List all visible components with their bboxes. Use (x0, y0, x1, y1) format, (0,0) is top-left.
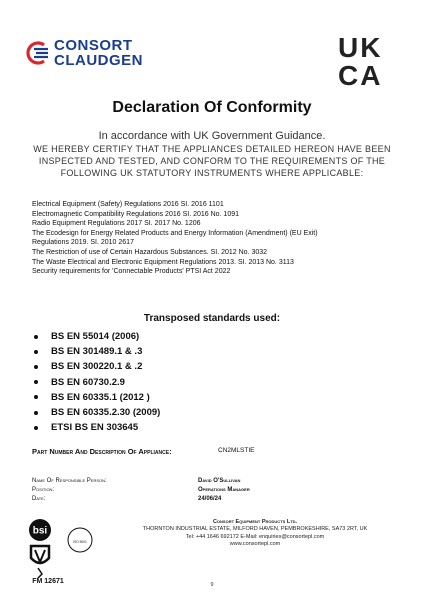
regulation-item: Regulations 2019. SI. 2010 2617 (32, 239, 134, 247)
ukca-line1: UK (338, 32, 383, 63)
standard-item (34, 329, 334, 344)
bullet-icon (34, 411, 38, 415)
ukca-line2: CA (338, 60, 383, 91)
intro-statement (30, 129, 394, 179)
responsible-position-value: Operations Manager (198, 487, 250, 493)
responsible-position-label: Position: (32, 487, 55, 493)
regulation-item: Electromagnetic Compatibility Regulations 2016 SI. 2016 No. 1091 (32, 210, 240, 218)
consort-logo-icon (24, 40, 50, 66)
standard-item (34, 375, 334, 390)
iso-mark-text: ISO 9001 (73, 540, 87, 544)
intro-line3: INSPECTED AND TESTED, AND CONFORM TO THE REQUIREMENTS OF THE (38, 156, 386, 166)
bsi-text: bsi (32, 525, 48, 537)
bullet-icon (34, 335, 38, 339)
appliance-label: Part Number And Description Of Appliance: (32, 447, 172, 456)
standard-item (34, 359, 334, 374)
standard-label: BS EN 60335.1 (2012 ) (51, 391, 150, 403)
ukca-mark (336, 34, 392, 90)
regulation-item: Radio Equipment Regulations 2017 SI. 2017 No. 1206 (32, 220, 201, 228)
brand-name-line2: CLAUDGEN (54, 52, 143, 69)
bullet-icon (34, 380, 38, 384)
standard-label: ETSI BS EN 303645 (51, 422, 139, 434)
standard-item (34, 390, 334, 405)
standards-heading: Transposed standards used: (143, 313, 281, 324)
standard-item (34, 420, 334, 435)
standard-label: BS EN 301489.1 & .3 (51, 346, 143, 358)
standards-list (34, 329, 334, 435)
bsi-kitemark-icon (28, 518, 100, 586)
responsible-labels (32, 477, 107, 504)
regulation-item: The Ecodesign for Energy Related Products and Energy Information (Amendment) (EU Exit) (32, 229, 318, 237)
fm-cert-number: FM 12671 (32, 578, 64, 585)
responsible-date-value: 24/06/24 (198, 496, 222, 502)
regulation-item: The Restriction of use of Certain Hazardous Substances. SI. 2012 No. 3032 (32, 248, 268, 256)
company-contact: Tel: +44 1646 692172 E-Mail: enquiries@consortepl.com (185, 533, 325, 540)
bullet-icon (34, 426, 38, 430)
regulations-list (32, 200, 402, 277)
company-info (110, 518, 400, 549)
appliance-part-number: CN2MLSTIE (218, 447, 255, 454)
regulation-item: Security requirements for 'Connectable Products' PTSI Act 2022 (32, 268, 231, 276)
standard-item (34, 344, 334, 359)
standard-label: BS EN 300220.1 & .2 (51, 361, 143, 373)
standard-item (34, 405, 334, 420)
standard-label: BS EN 60730.2.9 (51, 376, 125, 388)
bullet-icon (34, 395, 38, 399)
regulation-item: Electrical Equipment (Safety) Regulations 2016 SI. 2016 1101 (32, 201, 224, 208)
bullet-icon (34, 350, 38, 354)
intro-line1: In accordance with UK Government Guidance. (98, 130, 326, 142)
company-website: www.consortepl.com (229, 541, 281, 547)
intro-line4: FOLLOWING UK STATUTORY INSTRUMENTS WHERE APPLICABLE: (60, 168, 364, 178)
responsible-date-label: Date: (32, 496, 46, 502)
brand-name-line1: CONSORT (54, 37, 133, 54)
company-name: Consort Equipment Products Ltd. (212, 519, 298, 525)
responsible-name-value: David O'Sullivan (198, 478, 241, 484)
page-number: 9 (210, 582, 214, 588)
standard-label: BS EN 60335.2.30 (2009) (51, 407, 161, 419)
regulation-item: The Waste Electrical and Electronic Equipment Regulations 2013. SI. 2013 No. 3113 (32, 258, 294, 266)
responsible-name-label: Name Of Responsible Person: (32, 478, 107, 484)
standard-label: BS EN 55014 (2006) (51, 331, 140, 342)
intro-line2: WE HEREBY CERTIFY THAT THE APPLIANCES DETAILED HEREON HAVE BEEN (33, 144, 391, 154)
consort-claudgen-logo (24, 38, 194, 72)
bullet-icon (34, 365, 38, 369)
responsible-values (198, 477, 250, 504)
page-title: Declaration Of Conformity (112, 99, 312, 116)
company-address: THORNTON INDUSTRIAL ESTATE, MILFORD HAVEN, PEMBROKESHIRE, SA73 2RT, UK (142, 526, 368, 532)
